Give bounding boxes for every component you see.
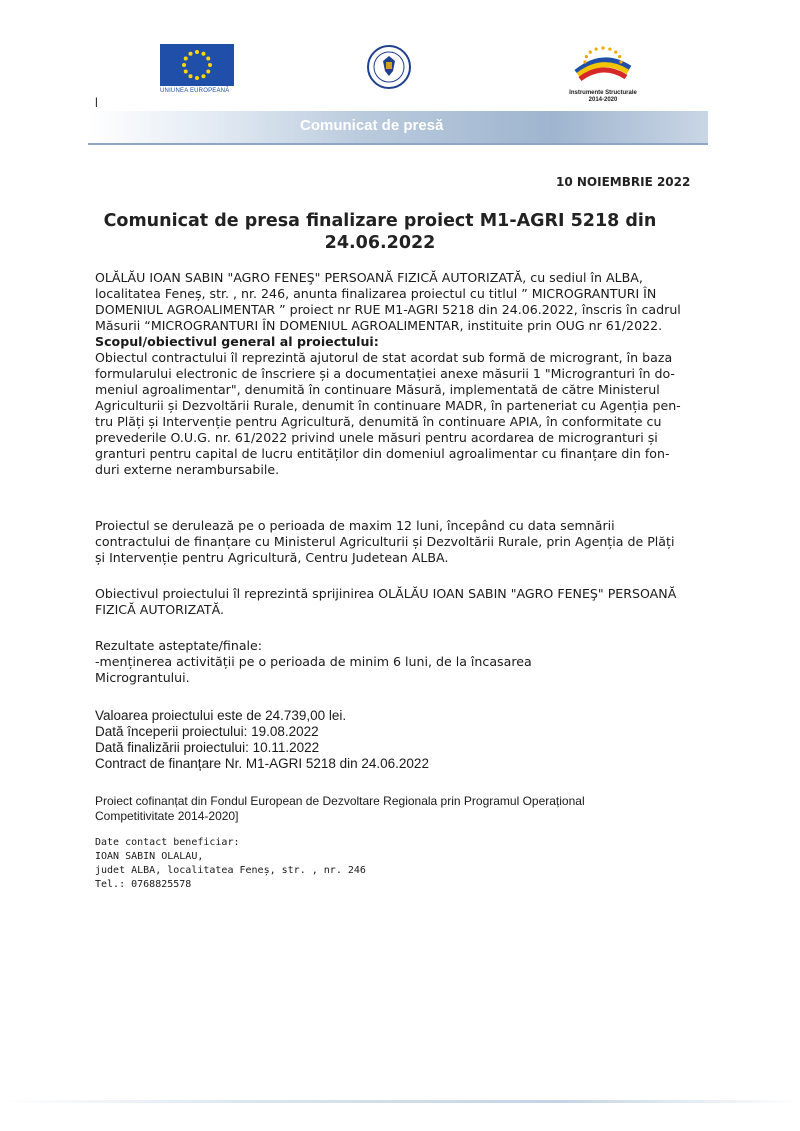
eu-flag-icon — [160, 44, 234, 86]
page-title: Comunicat de presa finalizare proiect M1-AGRI 5218 din 24.06.2022 — [103, 211, 657, 253]
stray-mark: l — [95, 95, 98, 110]
eu-star-icon — [195, 50, 199, 54]
project-details: Valoarea proiectului este de 24.739,00 lei. Dată începerii proiectului: 19.08.2022 Dată finalizării proiectului: 10.11.2022 Contract de finanțare Nr. M1-AGRI 5218 din 24.06.2022 — [95, 708, 429, 771]
eu-star-icon — [189, 52, 193, 56]
structural-instruments-caption: Instrumente Structurale 2014-2020 — [569, 90, 637, 103]
is-star-icon — [619, 60, 622, 63]
eu-star-icon — [202, 74, 206, 78]
government-seal-icon — [366, 44, 412, 90]
footer-divider — [0, 1100, 800, 1103]
banner-title: Comunicat de presă — [300, 117, 444, 134]
structural-instruments-icon — [558, 42, 648, 86]
release-date: 10 NOIEMBRIE 2022 — [556, 175, 691, 189]
objective-heading: Scopul/obiectivul general al proiectului: — [95, 334, 379, 349]
is-star-icon — [585, 55, 588, 58]
eu-caption: UNIUNEA EUROPEANĂ — [160, 88, 230, 94]
eu-star-icon — [182, 63, 186, 67]
banner-underline — [88, 143, 708, 145]
structural-instruments-logo — [558, 42, 648, 106]
eu-star-icon — [202, 52, 206, 56]
duration-paragraph: Proiectul se derulează pe o perioada de maxim 12 luni, începând cu data semnării contractului de finanțare cu Ministerul Agriculturii și Dezvoltării Rurale, prin Agenția de Plăți și Intervenție pentru Agricultură, Centru Judetean ALBA. — [95, 518, 675, 565]
is-star-icon — [614, 51, 617, 54]
goal-paragraph: Obiectivul proiectului îl reprezintă sprijinirea OLĂLĂU IOAN SABIN "AGRO FENEŞ" PERSOANĂ FIZICĂ AUTORIZATĂ. — [95, 586, 677, 617]
eu-star-icon — [195, 76, 199, 80]
is-star-icon — [618, 55, 621, 58]
intro-paragraph: OLĂLĂU IOAN SABIN "AGRO FENEŞ" PERSOANĂ FIZICĂ AUTORIZATĂ, cu sediul în ALBA, localitatea Feneș, str. , nr. 246, anunta finalizarea proiectul cu titlul ” MICROGRANTURI ÎN DOMENIUL AGROALIMENTAR ” proiect nr RUE M1-AGRI 5218 din 24.06.2022, înscris în cadrul Măsurii “MICROGRANTURI ÎN DOMENIUL AGROALIMENTAR, instituite prin OUG nr 61/2022. Scopul/obiectivul general al proiectului: Obiectul contractului îl reprezintă ajutorul de stat acordat sub formă de microgrant, în baza formularului electronic de înscriere și a documentației anexe măsurii 1 "Microgranturi în do- meniul agroalimentar", denumită în continuare Măsură, implementată de către Ministerul Agriculturii și Dezvoltării Rurale, denumit în continuare MADR, în parteneriat cu Agenția pen- tru Plăți și Intervenție pentru Agricultură, denumită în continuare APIA, în conformitate cu prevederile O.U.G. nr. 61/2022 privind unele măsuri pentru acordarea de microgranturi și granturi pentru capital de lucru entităților din domeniul agroalimentar cu finanțare din fon- duri externe nerambursabile. — [95, 270, 725, 478]
eu-star-icon — [184, 70, 188, 74]
beneficiary-contact: Date contact beneficiar: IOAN SABIN OLALAU, judet ALBA, localitatea Feneș, str. , nr. 246 Tel.: 0768825578 — [95, 837, 366, 890]
is-star-icon — [595, 47, 598, 50]
eu-star-icon — [184, 57, 188, 61]
is-star-icon — [601, 46, 604, 49]
eu-star-icon — [206, 70, 210, 74]
eu-star-icon — [208, 63, 212, 67]
eu-star-icon — [189, 74, 193, 78]
cofinance-note: Proiect cofinanțat din Fondul European de Dezvoltare Regionala prin Programul Operațional Competitivitate 2014-2020] — [95, 794, 585, 823]
government-logo — [366, 44, 412, 90]
results-paragraph: Rezultate asteptate/finale: -menținerea activității pe o perioada de minim 6 luni, de la încasarea Micrograntului. — [95, 638, 532, 685]
eu-star-icon — [206, 57, 210, 61]
is-star-icon — [583, 60, 586, 63]
is-star-icon — [589, 51, 592, 54]
is-star-icon — [608, 47, 611, 50]
eu-logo — [160, 44, 234, 98]
